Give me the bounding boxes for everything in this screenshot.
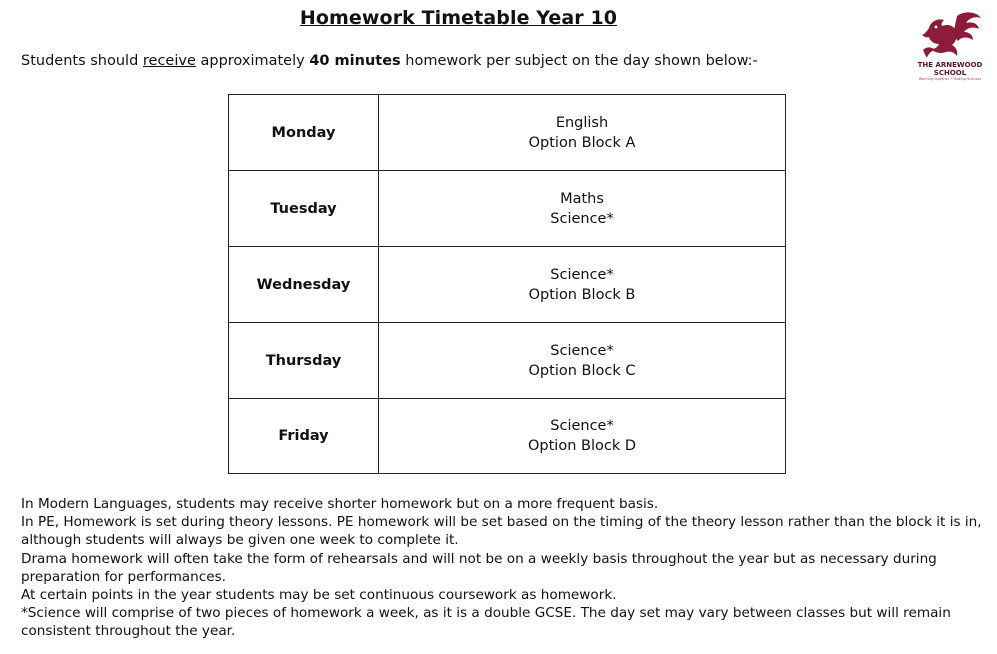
intro-after: homework per subject on the day shown below:- <box>400 53 758 69</box>
subjects-cell <box>379 323 786 399</box>
subject-item: Option Block B <box>528 286 636 303</box>
note-paragraph: *Science will comprise of two pieces of homework a week, as it is a double GCSE. The day set may vary between classes but will remain consistent throughout the year. <box>21 605 951 640</box>
subject-item: English <box>555 114 609 131</box>
logo-name-line1: THE ARNEWOOD <box>917 61 983 69</box>
day-cell: Wednesday <box>229 247 379 323</box>
subject-item: Option Block A <box>528 134 636 151</box>
note-paragraph: In PE, Homework is set during theory lessons. PE homework will be set based on the timing of the theory lesson rather than the block it is in, although students will always be given one week to complete it. <box>21 514 982 549</box>
intro-middle: approximately <box>195 53 310 69</box>
intro-before: Students should <box>21 53 143 69</box>
note-paragraph: At certain points in the year students may be set continuous coursework as homework. <box>21 587 617 604</box>
griffin-crest-icon <box>917 10 983 60</box>
intro-bold: 40 minutes <box>309 53 401 69</box>
day-cell: Thursday <box>229 323 379 399</box>
page-title: Homework Timetable Year 10 <box>299 7 618 29</box>
note-paragraph: In Modern Languages, students may receive shorter homework but on a more frequent basis. <box>21 496 659 512</box>
day-cell: Friday <box>229 399 379 474</box>
table-row <box>229 95 786 171</box>
subjects-cell <box>379 95 786 171</box>
homework-timetable <box>228 94 786 474</box>
subject-item: Option Block C <box>528 362 636 379</box>
subjects-cell <box>379 247 786 323</box>
subject-item: Option Block D <box>528 438 636 454</box>
subject-item: Science* <box>550 210 614 227</box>
day-cell: Tuesday <box>229 171 379 247</box>
table-row <box>229 247 786 323</box>
table-row <box>229 399 786 474</box>
note-paragraph: Drama homework will often take the form of rehearsals and will not be on a weekly basis throughout the year but as necessary during preparation for performances. <box>21 550 937 585</box>
table-row <box>229 171 786 247</box>
school-logo <box>912 10 988 90</box>
logo-name-line2: SCHOOL <box>933 69 967 77</box>
table-row <box>229 323 786 399</box>
notes-section <box>21 495 993 641</box>
subject-item: Science* <box>550 266 614 283</box>
subject-item: Maths <box>560 190 604 207</box>
subject-item: Science* <box>550 418 614 434</box>
intro-underlined: receive <box>142 53 196 69</box>
logo-motto: Working together • Making Success <box>918 77 982 81</box>
subjects-cell <box>379 399 786 474</box>
subjects-cell <box>379 171 786 247</box>
subject-item: Science* <box>550 342 614 359</box>
day-cell: Monday <box>229 95 379 171</box>
logo-school-name <box>912 61 988 77</box>
intro-sentence <box>21 53 758 69</box>
